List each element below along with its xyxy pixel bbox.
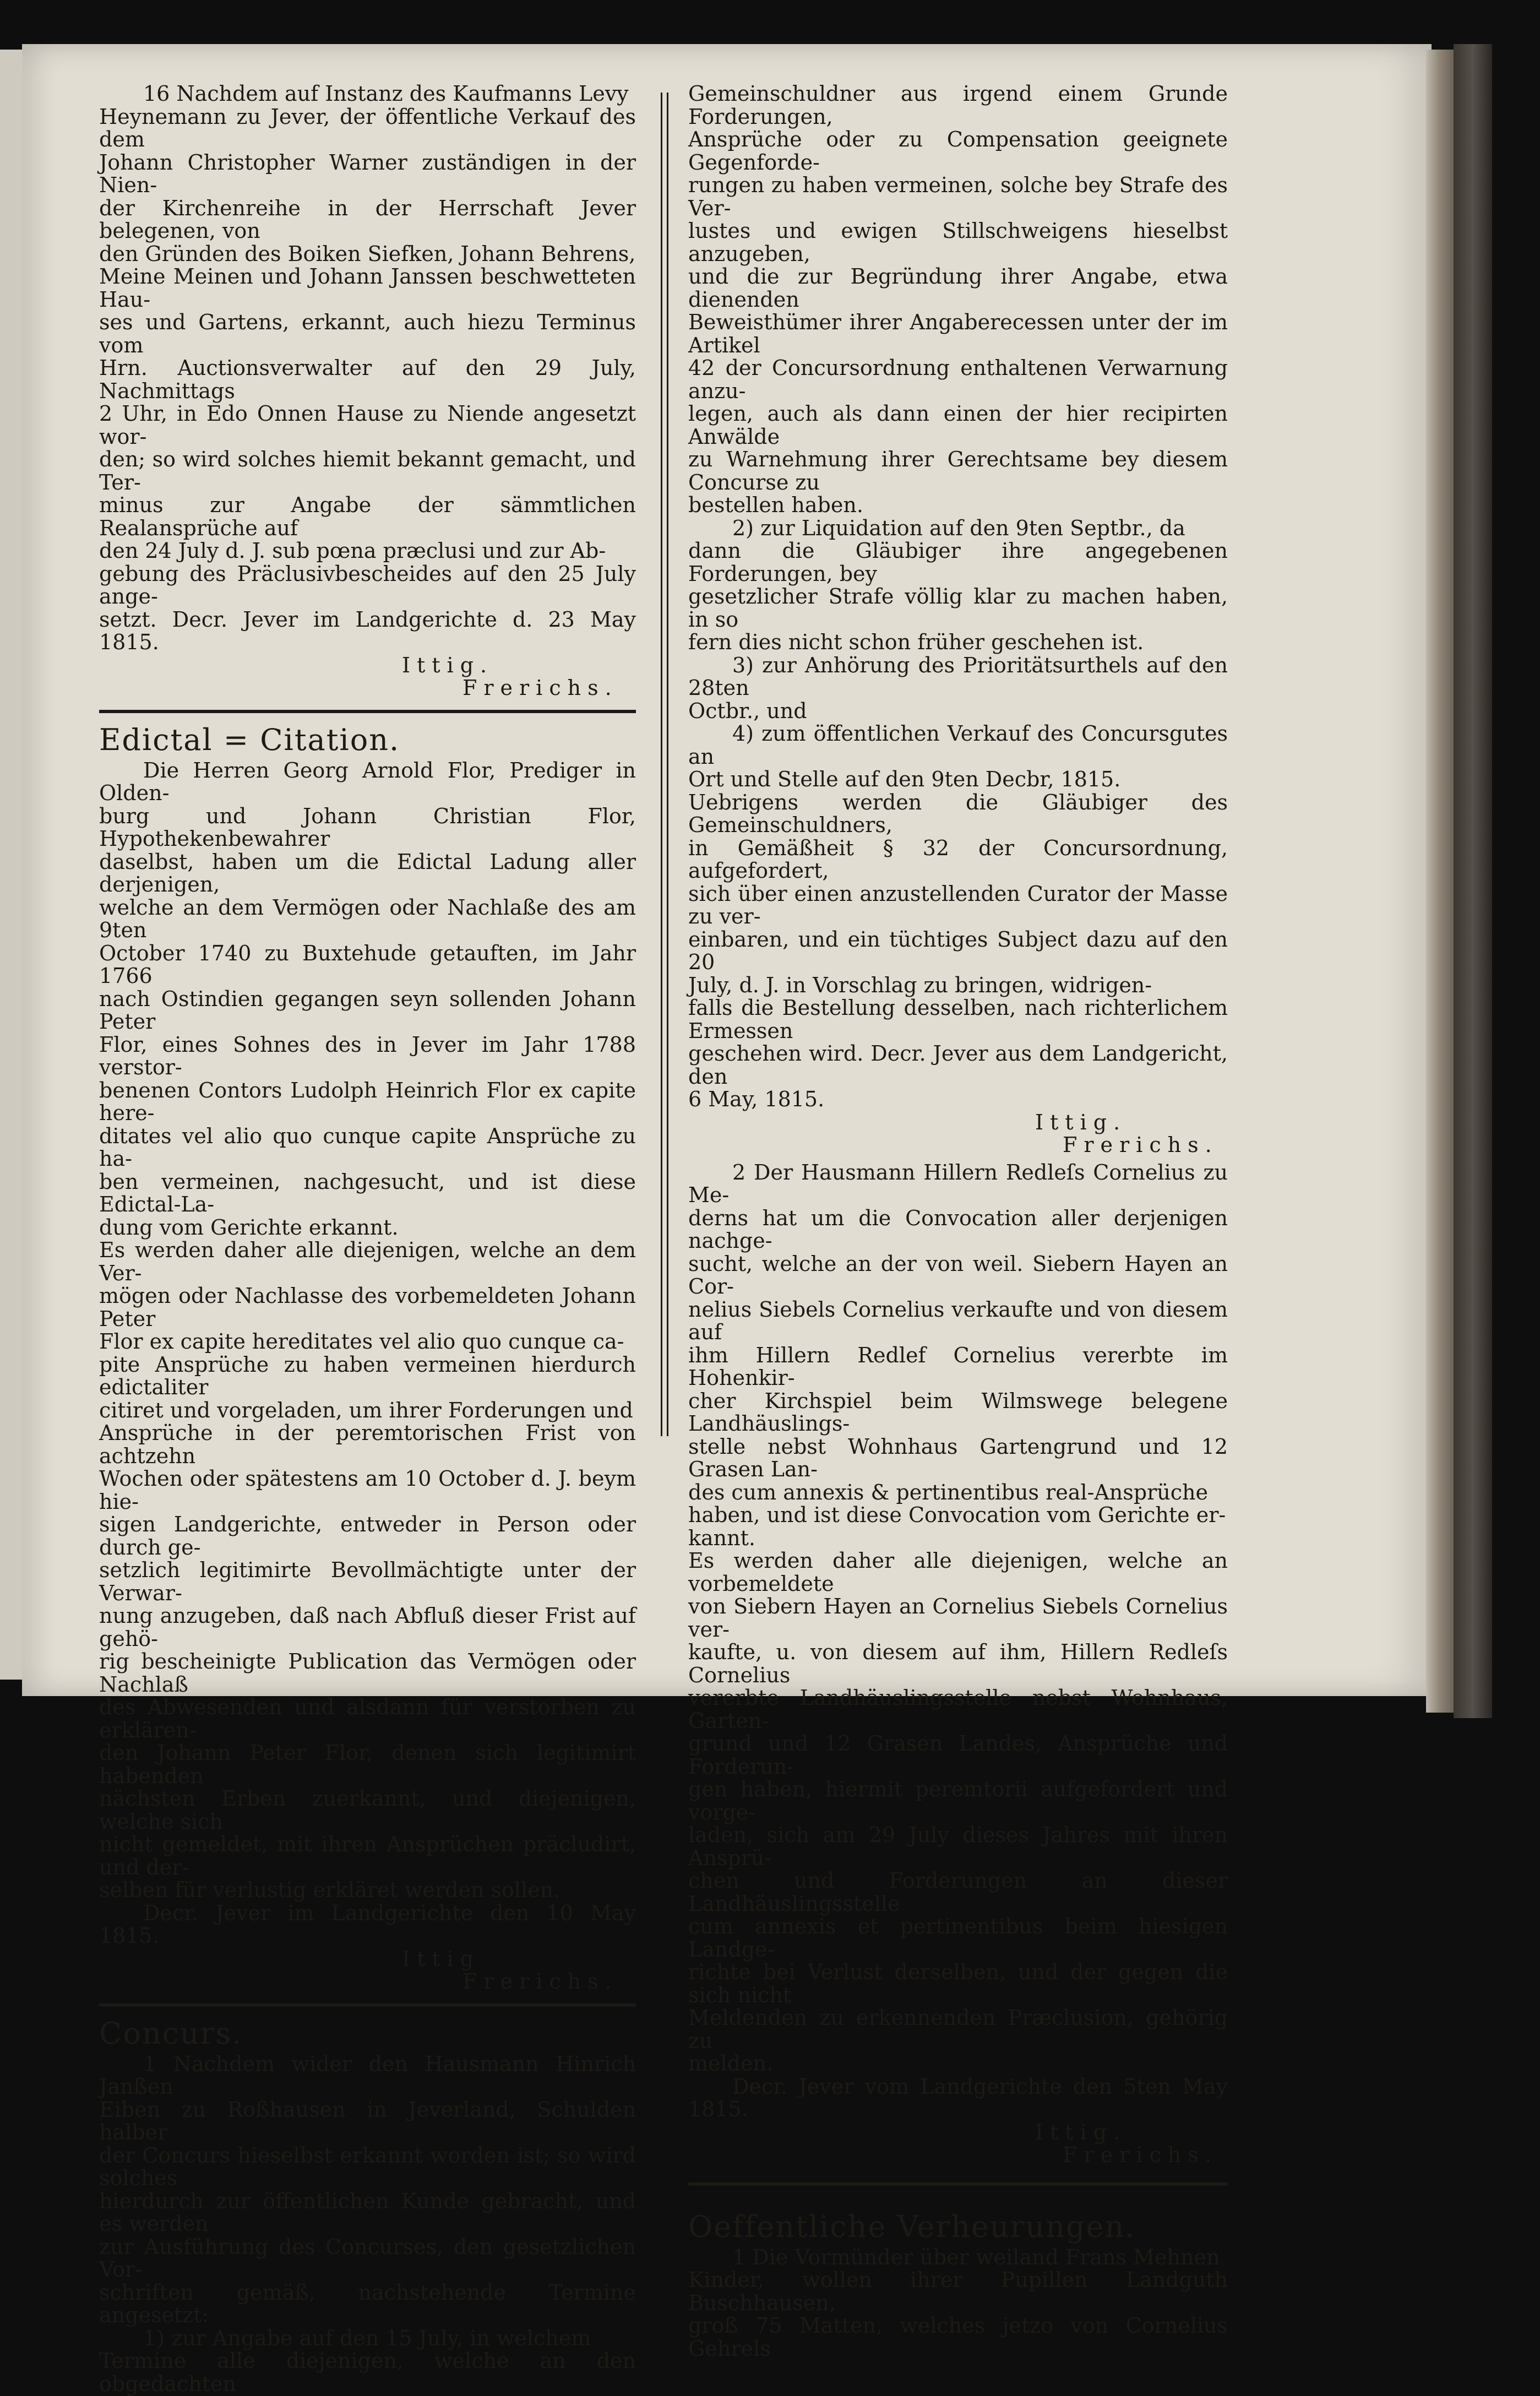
text-line: Ansprüche in der peremtorischen Frist von achtzehn bbox=[99, 1421, 636, 1468]
text-line: nung anzugeben, daß nach Abfluß dieser Frist auf gehö- bbox=[99, 1604, 636, 1651]
text-line: den Johann Peter Flor, denen sich legitimirt habenden bbox=[99, 1741, 636, 1788]
text-line: gebung des Präclusivbescheides auf den 25 July ange- bbox=[99, 561, 636, 608]
text-line: geschehen wird. Decr. Jever aus dem Landgericht, den bbox=[688, 1041, 1228, 1089]
text-line: fern dies nicht schon früher geschehen ist. bbox=[688, 630, 1144, 654]
text-line: des cum annexis & pertinentibus real-Ansprüche bbox=[688, 1480, 1208, 1504]
text-line: der Concurs hieselbst erkannt worden ist; so wird solches bbox=[99, 2143, 636, 2190]
text-line: 2 Uhr, in Edo Onnen Hause zu Niende angesetzt wor- bbox=[99, 401, 636, 449]
text-line: sich über einen anzustellenden Curator der Masse zu ver- bbox=[688, 881, 1228, 928]
signature-frerichs: Frerichs. bbox=[462, 1969, 618, 1993]
signature-frerichs: Frerichs. bbox=[1063, 1133, 1218, 1157]
text-line: Flor, eines Sohnes des in Jever im Jahr 1788 verstor- bbox=[99, 1032, 636, 1079]
text-line: rig bescheinigte Publication das Vermögen oder Nachlaß bbox=[99, 1649, 636, 1697]
text-line: Heynemann zu Jever, der öffentliche Verkauf des dem bbox=[99, 104, 636, 151]
text-line: Die Herren Georg Arnold Flor, Prediger in Olden- bbox=[99, 758, 636, 805]
text-line: zur Ausführung des Concurses, den gesetzlichen Vor- bbox=[99, 2234, 636, 2281]
text-line: rungen zu haben vermeinen, solche bey Strafe des Ver- bbox=[688, 173, 1228, 220]
text-line: groß 75 Matten, welches jetzo von Cornelius Gehrels bbox=[688, 2313, 1228, 2361]
text-line: October 1740 zu Buxtehude getauften, im Jahr 1766 bbox=[99, 941, 636, 988]
notice-2-convocation bbox=[688, 1161, 1228, 2167]
text-line: des Abwesenden und alsdann für verstorben zu erklären- bbox=[99, 1695, 636, 1742]
text-line: 2 Der Hausmann Hillern Redleſs Cornelius zu Me- bbox=[688, 1160, 1228, 1207]
text-line: 1 Nachdem wider den Hausmann Hinrich Janßen bbox=[99, 2051, 636, 2099]
text-line: grund und 12 Grasen Landes, Ansprüche und Forderun- bbox=[688, 1731, 1228, 1779]
concurs-section bbox=[99, 2014, 636, 2396]
text-line: den Gründen des Boiken Siefken, Johann Behrens, bbox=[99, 241, 636, 266]
edictal-citation bbox=[99, 721, 636, 1993]
text-line: nelius Siebels Cornelius verkaufte und von diesem auf bbox=[688, 1297, 1228, 1344]
text-line: sigen Landgerichte, entweder in Person oder durch ge- bbox=[99, 1512, 636, 1560]
column-divider bbox=[661, 93, 668, 1436]
text-line: Flor ex capite hereditates vel alio quo cunque ca- bbox=[99, 1329, 624, 1354]
text-line: Meldenden zu erkennenden Præclusion, gehörig zu bbox=[688, 2006, 1228, 2053]
text-line: ihm Hillern Redlef Cornelius vererbte im Hohenkir- bbox=[688, 1343, 1228, 1390]
text-line: stelle nebst Wohnhaus Gartengrund und 12 Grasen Lan- bbox=[688, 1434, 1228, 1481]
text-line: richte bei Verlust derselben, und der gegen die sich nicht bbox=[688, 1960, 1228, 2007]
text-line: hierdurch zur öffentlichen Kunde gebracht, und es werden bbox=[99, 2188, 636, 2236]
text-line: lustes und ewigen Stillschweigens hieselbst anzugeben, bbox=[688, 219, 1228, 266]
decree-line: Decr. Jever vom Landgerichte den 5ten May 1815. bbox=[688, 2074, 1228, 2121]
text-line: ditates vel alio quo cunque capite Ansprüche zu ha- bbox=[99, 1123, 636, 1171]
decree-line: Decr. Jever im Landgerichte den 10 May 1815. bbox=[99, 1900, 636, 1948]
signature-ittig: Ittig. bbox=[402, 653, 494, 677]
text-line: in Gemäßheit § 32 der Concursordnung, aufgefordert, bbox=[688, 835, 1228, 883]
text-line: Meine Meinen und Johann Janssen beschwetteten Hau- bbox=[99, 264, 636, 312]
text-line: 6 May, 1815. bbox=[688, 1087, 825, 1111]
text-line: 1) zur Angabe auf den 15 July, in welchem bbox=[143, 2326, 591, 2350]
text-line: 4) zum öffentlichen Verkauf des Concursgutes an bbox=[688, 721, 1228, 769]
text-line: setzlich legitimirte Bevollmächtigte unter der Verwar- bbox=[99, 1558, 636, 1605]
text-line: kaufte, u. von diesem auf ihm, Hillern Redleſs Cornelius bbox=[688, 1640, 1228, 1687]
text-line: cher Kirchspiel beim Wilmswege belegene Landhäuslings- bbox=[688, 1388, 1228, 1436]
text-line: ben vermeinen, nachgesucht, und ist diese Edictal-La- bbox=[99, 1169, 636, 1216]
signature-ittig: Ittig. bbox=[1035, 1110, 1127, 1134]
text-line: chen und Forderungen an dieser Landhäuslingsstelle bbox=[688, 1868, 1228, 1916]
book-binding bbox=[1454, 44, 1492, 1718]
signature-frerichs: Frerichs. bbox=[462, 676, 618, 700]
section-rule bbox=[99, 2003, 636, 2007]
text-line: nächsten Erben zuerkannt, und diejenigen, welche sich bbox=[99, 1786, 636, 1834]
text-line: legen, auch als dann einen der hier recipirten Anwälde bbox=[688, 401, 1228, 449]
text-line: 1 Die Vormünder über weiland Frans Mehnen bbox=[732, 2245, 1220, 2269]
text-line: Octbr., und bbox=[688, 698, 807, 723]
section-heading: Oeffentliche Verheurungen. bbox=[688, 2209, 1136, 2244]
text-line: Es werden daher alle diejenigen, welche an dem Ver- bbox=[99, 1238, 636, 1285]
text-line: gen haben, hiermit peremtorii aufgefordert und vorge- bbox=[688, 1777, 1228, 1824]
left-column bbox=[99, 83, 636, 2395]
text-line: vererbte Landhäuslingsstelle nebst Wohnhaus, Garten- bbox=[688, 1686, 1228, 1733]
signature-ittig: Ittig bbox=[402, 1946, 481, 1971]
text-line: pite Ansprüche zu haben vermeinen hierdurch edictaliter bbox=[99, 1352, 636, 1399]
text-line: derns hat um die Convocation aller derjenigen nachge- bbox=[688, 1205, 1228, 1253]
verheurungen-section bbox=[688, 2208, 1228, 2361]
section-rule bbox=[688, 2182, 1228, 2186]
text-line: selben für verlustig erkläret werden sollen. bbox=[99, 1878, 561, 1902]
text-line: kannt. bbox=[688, 1525, 755, 1550]
text-line: den; so wird solches hiemit bekannt gemacht, und Ter- bbox=[99, 447, 636, 495]
right-column bbox=[688, 83, 1228, 2360]
text-line: Kinder, wollen ihrer Pupillen Landguth Buschhausen, bbox=[688, 2268, 1228, 2315]
text-line: zu Warnehmung ihrer Gerechtsame bey diesem Concurse zu bbox=[688, 447, 1228, 495]
text-line: den 24 July d. J. sub pœna præclusi und zur Ab- bbox=[99, 539, 606, 563]
text-line: dung vom Gerichte erkannt. bbox=[99, 1215, 399, 1240]
section-heading: Concurs. bbox=[99, 2015, 243, 2051]
text-line: daselbst, haben um die Edictal Ladung aller derjenigen, bbox=[99, 849, 636, 897]
concurs-continuation bbox=[688, 83, 1228, 1157]
text-line: cum annexis et pertinentibus beim hiesigen Landge- bbox=[688, 1914, 1228, 1962]
text-line: einbaren, und ein tüchtiges Subject dazu auf den 20 bbox=[688, 927, 1228, 974]
text-line: setzt. Decr. Jever im Landgerichte d. 23 May 1815. bbox=[99, 607, 636, 654]
text-line: bestellen haben. bbox=[688, 493, 863, 517]
text-line: citiret und vorgeladen, um ihrer Forderungen und bbox=[99, 1398, 633, 1422]
text-line: sucht, welche an der von weil. Siebern Hayen an Cor- bbox=[688, 1251, 1228, 1298]
text-line: mögen oder Nachlasse des vorbemeldeten Johann Peter bbox=[99, 1284, 636, 1331]
text-line: Termine alle diejenigen, welche an den obgedachten bbox=[99, 2349, 636, 2396]
text-line: 2) zur Liquidation auf den 9ten Septbr., da bbox=[732, 515, 1185, 540]
text-line: 42 der Concursordnung enthaltenen Verwarnung anzu- bbox=[688, 356, 1228, 403]
text-line: Wochen oder spätestens am 10 October d. J. beym hie- bbox=[99, 1466, 636, 1514]
text-line: Beweisthümer ihrer Angaberecessen unter der im Artikel bbox=[688, 310, 1228, 357]
text-line: Es werden daher alle diejenigen, welche an vorbemeldete bbox=[688, 1549, 1228, 1596]
signature-ittig: Ittig. bbox=[1035, 2120, 1127, 2144]
signature-frerichs: Frerichs. bbox=[1063, 2143, 1218, 2167]
text-line: melden. bbox=[688, 2051, 774, 2076]
text-line: haben, und ist diese Convocation vom Gerichte er- bbox=[688, 1503, 1226, 1527]
text-line: der Kirchenreihe in der Herrschaft Jever belegenen, von bbox=[99, 195, 636, 243]
text-line: benenen Contors Ludolph Heinrich Flor ex capite here- bbox=[99, 1078, 636, 1125]
text-line: Eiben zu Roßhausen in Jeverland, Schulden halber bbox=[99, 2097, 636, 2144]
section-rule bbox=[99, 710, 636, 713]
text-line: welche an dem Vermögen oder Nachlaße des am 9ten bbox=[99, 895, 636, 942]
text-line: falls die Bestellung desselben, nach richterlichem Ermessen bbox=[688, 996, 1228, 1043]
text-line: Hrn. Auctionsverwalter auf den 29 July, Nachmittags bbox=[99, 356, 636, 403]
text-line: Ort und Stelle auf den 9ten Decbr, 1815. bbox=[688, 767, 1121, 791]
text-line: July, d. J. in Vorschlag zu bringen, widrigen- bbox=[688, 972, 1152, 997]
text-line: dann die Gläubiger ihre angegebenen Forderungen, bey bbox=[688, 539, 1228, 586]
text-line: gesetzlicher Strafe völlig klar zu machen haben, in so bbox=[688, 584, 1228, 632]
notice-16 bbox=[99, 83, 636, 700]
text-line: 3) zur Anhörung des Prioritätsurthels auf den 28ten bbox=[688, 653, 1228, 700]
text-line: Johann Christopher Warner zuständigen in der Nien- bbox=[99, 150, 636, 197]
text-line: schriften gemäß, nachstehende Termine angesetzt: bbox=[99, 2280, 636, 2327]
text-line: laden, sich am 29 July dieses Jahres mit ihren Ansprü- bbox=[688, 1823, 1228, 1870]
text-line: nicht gemeldet, mit ihren Ansprüchen präcludirt, und der- bbox=[99, 1832, 636, 1879]
section-heading: Edictal = Citation. bbox=[99, 722, 400, 757]
text-line: und die zur Begründung ihrer Angabe, etwa dienenden bbox=[688, 264, 1228, 312]
text-line: nach Ostindien gegangen seyn sollenden Johann Peter bbox=[99, 986, 636, 1034]
text-line: von Siebern Hayen an Cornelius Siebels Cornelius ver- bbox=[688, 1594, 1228, 1642]
text-line: minus zur Angabe der sämmtlichen Realansprüche auf bbox=[99, 493, 636, 540]
text-line: Uebrigens werden die Gläubiger des Gemeinschuldners, bbox=[688, 790, 1228, 837]
text-line: 16 Nachdem auf Instanz des Kaufmanns Levy bbox=[143, 82, 629, 106]
text-line: ses und Gartens, erkannt, auch hiezu Terminus vom bbox=[99, 310, 636, 357]
text-line: Ansprüche oder zu Compensation geeignete Gegenforde- bbox=[688, 127, 1228, 175]
text-line: burg und Johann Christian Flor, Hypothekenbewahrer bbox=[99, 803, 636, 851]
text-line: Gemeinschuldner aus irgend einem Grunde Forderungen, bbox=[688, 82, 1228, 129]
